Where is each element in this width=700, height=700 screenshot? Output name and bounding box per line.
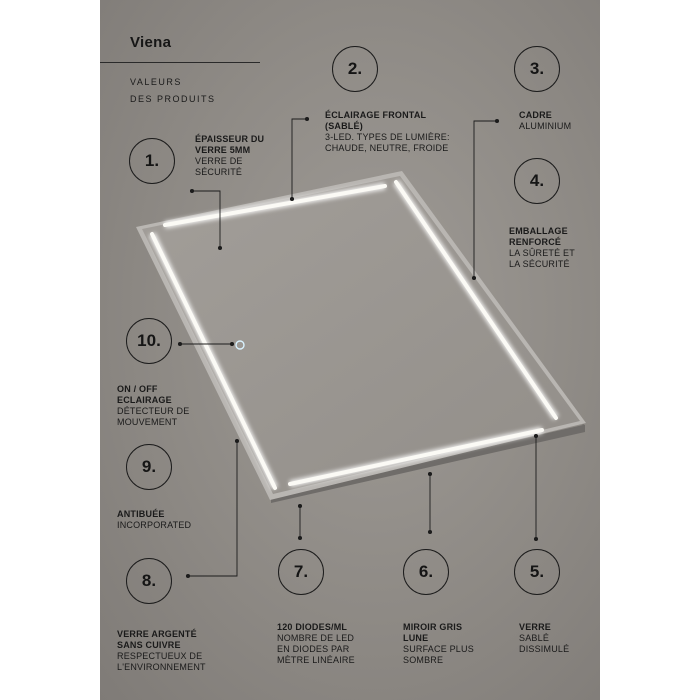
feature-7-label bbox=[277, 622, 355, 666]
feature-2-desc-2: CHAUDE, NEUTRE, FROIDE bbox=[325, 143, 449, 153]
feature-7-desc-1: NOMBRE DE LED bbox=[277, 633, 355, 643]
feature-1-desc-1: VERRE DE bbox=[195, 156, 243, 166]
mirror-illustration bbox=[100, 0, 600, 700]
feature-4-title-2: RENFORCÉ bbox=[509, 237, 562, 247]
feature-8-title-1: VERRE ARGENTÉ bbox=[117, 629, 197, 639]
feature-5-desc-2: DISSIMULÉ bbox=[519, 644, 570, 654]
feature-8-desc-1: RESPECTUEUX DE bbox=[117, 651, 203, 661]
feature-8-desc-2: L'ENVIRONNEMENT bbox=[117, 662, 206, 672]
leader-6 bbox=[428, 472, 431, 533]
feature-10-number: 10. bbox=[126, 318, 172, 364]
feature-6-title-1: MIROIR GRIS bbox=[403, 622, 463, 632]
feature-2-title-2: (SABLÉ) bbox=[325, 121, 363, 131]
leader-7 bbox=[298, 504, 301, 539]
leader-3 bbox=[472, 119, 498, 279]
feature-9-number: 9. bbox=[126, 444, 172, 490]
feature-4-title-1: EMBALLAGE bbox=[509, 226, 568, 236]
feature-4-label bbox=[509, 226, 575, 270]
feature-10-desc-1: DÉTECTEUR DE bbox=[117, 406, 190, 416]
feature-7-desc-2: EN DIODES PAR bbox=[277, 644, 350, 654]
feature-6-title-2: LUNE bbox=[403, 633, 429, 643]
leader-8 bbox=[186, 439, 238, 577]
feature-5-label bbox=[519, 622, 569, 655]
feature-6-number: 6. bbox=[403, 549, 449, 595]
feature-10-title-2: ECLAIRAGE bbox=[117, 395, 172, 405]
feature-2-title-1: ÉCLAIRAGE FRONTAL bbox=[325, 110, 427, 120]
feature-8-label bbox=[117, 629, 206, 673]
feature-4-desc-1: LA SÛRETÉ ET bbox=[509, 248, 575, 258]
mirror bbox=[136, 171, 586, 503]
feature-10-desc-2: MOUVEMENT bbox=[117, 417, 178, 427]
feature-4-number: 4. bbox=[514, 158, 560, 204]
feature-6-label bbox=[403, 622, 474, 666]
feature-9-title-1: ANTIBUÉE bbox=[117, 509, 165, 519]
feature-2-number: 2. bbox=[332, 46, 378, 92]
feature-6-desc-2: SOMBRE bbox=[403, 655, 444, 665]
feature-6-desc-1: SURFACE PLUS bbox=[403, 644, 474, 654]
feature-3-title-1: CADRE bbox=[519, 110, 553, 120]
feature-7-desc-3: MÈTRE LINÉAIRE bbox=[277, 655, 355, 665]
leader-2 bbox=[290, 117, 308, 200]
feature-5-desc-1: SABLÉ bbox=[519, 633, 550, 643]
feature-8-title-2: SANS CUIVRE bbox=[117, 640, 181, 650]
feature-7-number: 7. bbox=[278, 549, 324, 595]
feature-5-number: 5. bbox=[514, 549, 560, 595]
feature-1-number: 1. bbox=[129, 138, 175, 184]
feature-1-title-2: VERRE 5MM bbox=[195, 145, 251, 155]
feature-10-title-1: ON / OFF bbox=[117, 384, 158, 394]
feature-9-label bbox=[117, 509, 191, 531]
feature-3-number: 3. bbox=[514, 46, 560, 92]
feature-2-desc-1: 3-LED. TYPES DE LUMIÈRE: bbox=[325, 132, 450, 142]
feature-9-desc-1: INCORPORATED bbox=[117, 520, 192, 530]
feature-3-desc-1: ALUMINIUM bbox=[519, 121, 572, 131]
feature-2-label bbox=[325, 110, 450, 154]
feature-1-desc-2: SÉCURITÉ bbox=[195, 167, 243, 177]
feature-4-desc-2: LA SÉCURITÉ bbox=[509, 259, 570, 269]
feature-8-number: 8. bbox=[126, 558, 172, 604]
leader-5 bbox=[534, 434, 537, 540]
subtitle-line-1: VALEURS bbox=[130, 77, 182, 87]
feature-5-title-1: VERRE bbox=[519, 622, 552, 632]
feature-7-title-1: 120 DIODES/ML bbox=[277, 622, 348, 632]
feature-1-title-1: ÉPAISSEUR DU bbox=[195, 134, 265, 144]
feature-3-label bbox=[519, 110, 571, 132]
page-title: Viena bbox=[130, 34, 172, 51]
product-sheet bbox=[100, 0, 600, 700]
subtitle-line-2: DES PRODUITS bbox=[130, 94, 216, 104]
feature-1-label bbox=[195, 134, 264, 178]
feature-10-label bbox=[117, 384, 189, 428]
